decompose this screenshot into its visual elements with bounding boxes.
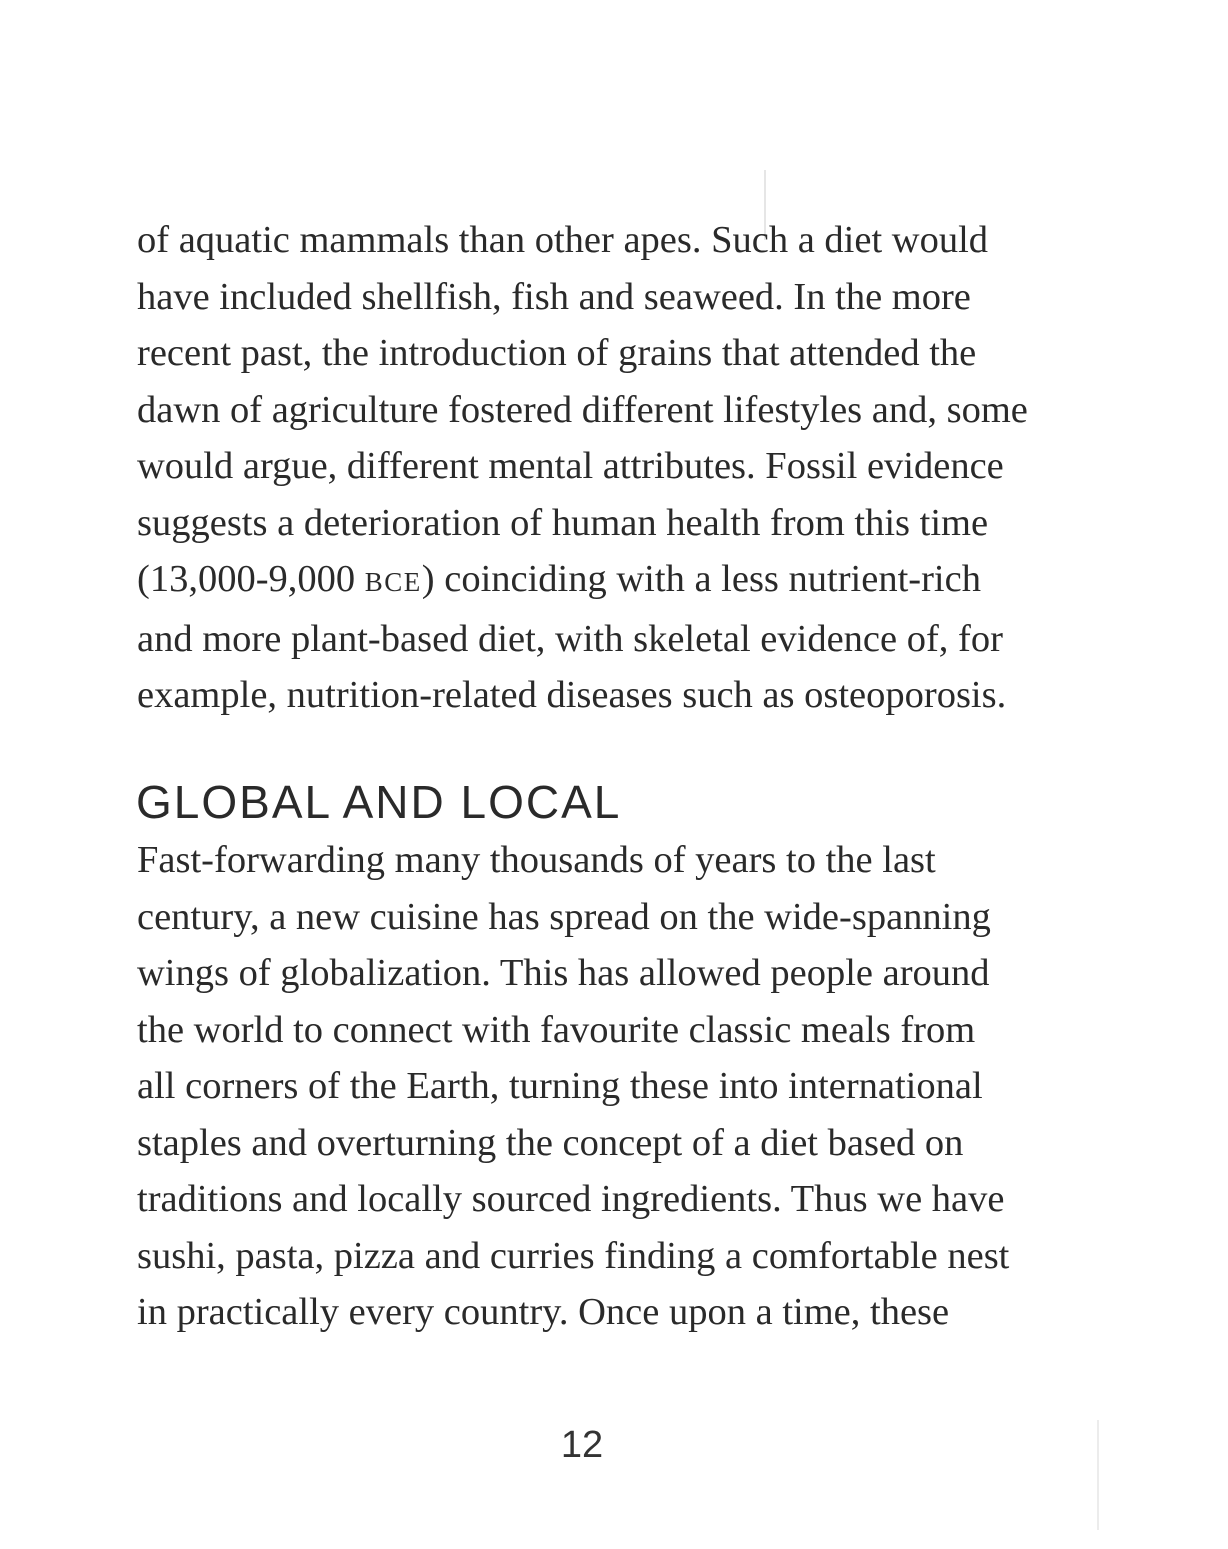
text-line: staples and overturning the concept of a diet based on (137, 1121, 964, 1164)
text-line (137, 551, 1037, 611)
text-line: the world to connect with favourite classic meals from (137, 1008, 976, 1051)
text-line: all corners of the Earth, turning these into international (137, 1065, 983, 1107)
section-heading: GLOBAL AND LOCAL (136, 776, 622, 828)
body-paragraph (137, 212, 1037, 724)
text-line: suggests a deterioration of human health from this time (137, 501, 989, 544)
text-fragment: ) coinciding with a less nutrient-rich (421, 558, 981, 600)
text-line: traditions and locally sourced ingredients. Thus we have (137, 1178, 1005, 1220)
text-line: of aquatic mammals than other apes. Such a diet would (137, 219, 989, 261)
text-line: Fast-forwarding many thousands of years to the last (137, 839, 936, 881)
text-line: would argue, different mental attributes. Fossil evidence (137, 445, 1004, 487)
text-line: have included shellfish, fish and seaweed. In the more (137, 275, 971, 318)
text-line: wings of globalization. This has allowed people around (137, 952, 990, 994)
text-line: recent past, the introduction of grains that attended the (137, 332, 977, 374)
text-line: sushi, pasta, pizza and curries finding a comfortable nest (137, 1234, 1010, 1277)
text-line: example, nutrition-related diseases such as osteoporosis. (137, 674, 1007, 716)
text-line: century, a new cuisine has spread on the wide-spanning (137, 895, 991, 938)
text-fragment: (13,000-9,000 (137, 558, 365, 600)
text-line: in practically every country. Once upon a time, these (137, 1291, 950, 1333)
text-line: dawn of agriculture fostered different lifestyles and, some (137, 388, 1028, 431)
body-paragraph (137, 832, 1037, 1341)
text-line: and more plant-based diet, with skeletal evidence of, for (137, 617, 1003, 660)
page-number: 12 (560, 1424, 604, 1466)
era-abbreviation: BCE (364, 567, 422, 597)
